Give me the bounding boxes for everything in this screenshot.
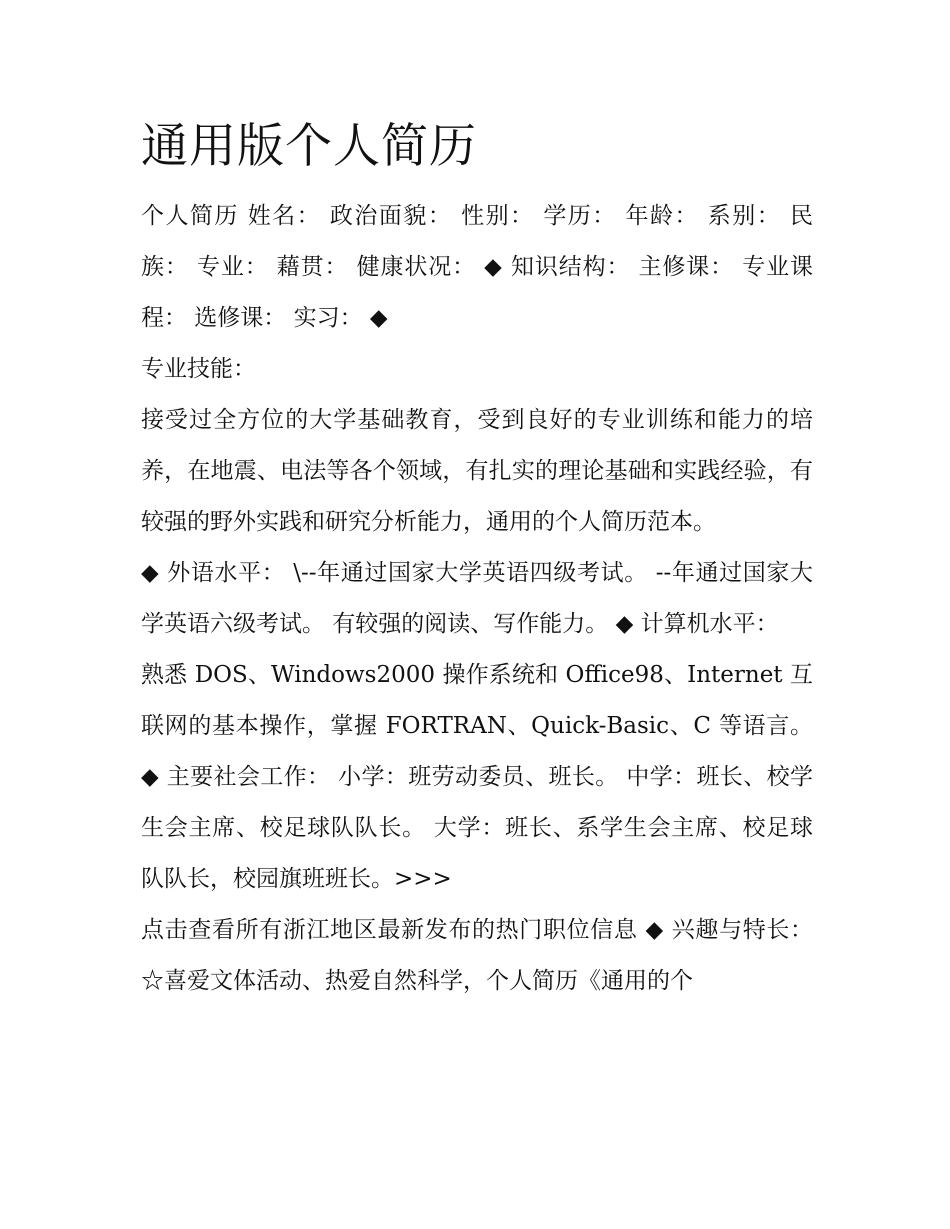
- skills-heading: 专业技能：: [141, 356, 256, 382]
- page-title: 通用版个人简历: [141, 119, 477, 174]
- skills-paragraph: 接受过全方位的大学基础教育，受到良好的专业训练和能力的培养，在地震、电法等各个领域，有扎实的理论基础和实践经验，有较强的野外实践和研究分析能力，通用的个人简历范本。: [141, 407, 813, 535]
- computer-work-paragraph: 熟悉 DOS、Windows2000 操作系统和 Office98、Internet 互联网的基本操作，掌握 FORTRAN、Quick-Basic、C 等语言。 ◆ 主要社会工作： 小学：班劳动委员、班长。 中学：班长、校学生会主席、校足球队队长。 大学：班长、系学生会主席、校足球队队长，校园旗班班长。>>>: [141, 662, 813, 892]
- document-page: [141, 112, 813, 1007]
- language-paragraph: ◆ 外语水平： \--年通过国家大学英语四级考试。 --年通过国家大学英语六级考试。 有较强的阅读、写作能力。 ◆ 计算机水平：: [141, 560, 813, 637]
- interests-paragraph: 点击查看所有浙江地区最新发布的热门职位信息 ◆ 兴趣与特长： ☆喜爱文体活动、热爱自然科学，个人简历《通用的个: [141, 917, 813, 994]
- personal-info-paragraph: 个人简历 姓名： 政治面貌： 性别： 学历： 年龄： 系别： 民族： 专业： 藉贯： 健康状况： ◆ 知识结构： 主修课： 专业课程： 选修课： 实习： ◆: [141, 203, 813, 331]
